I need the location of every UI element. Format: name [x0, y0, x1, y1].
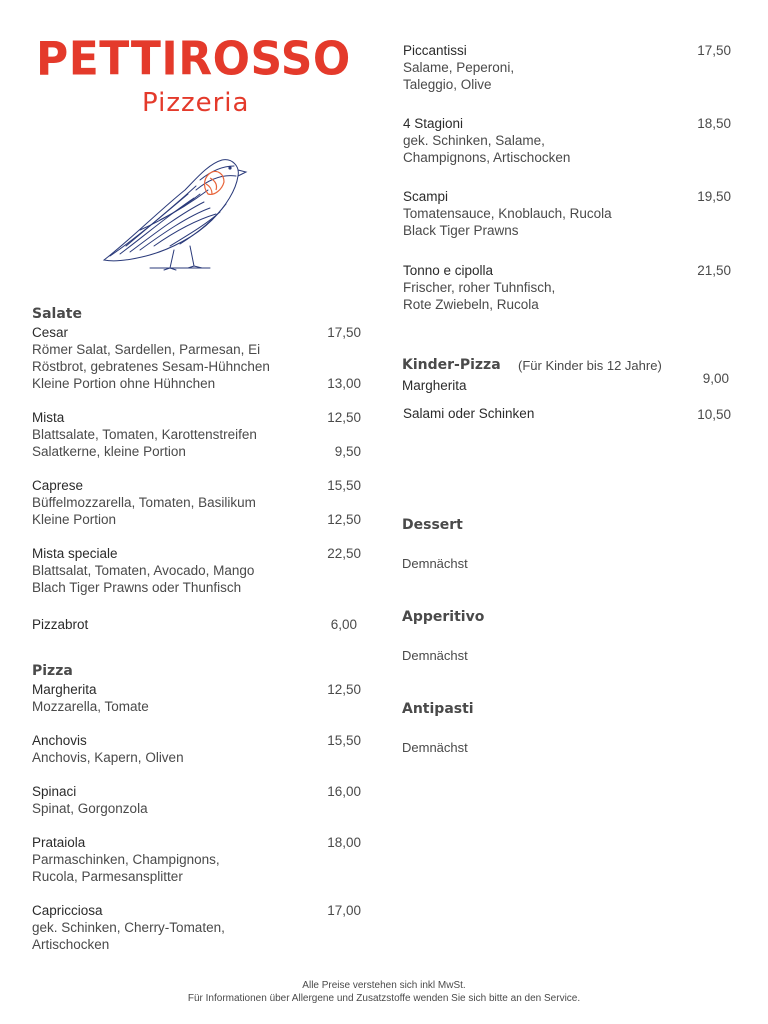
item-desc: Blach Tiger Prawns oder Thunfisch — [32, 580, 242, 595]
menu-item — [32, 409, 257, 460]
item-desc: Mozzarella, Tomate — [32, 699, 149, 714]
menu-item — [403, 262, 555, 313]
apperitivo-text: Demnächst — [402, 648, 468, 663]
menu-item — [32, 324, 270, 392]
item-desc: Kleine Portion — [32, 512, 117, 527]
menu-item — [32, 902, 225, 953]
robin-illustration-icon — [100, 150, 248, 272]
menu-item — [402, 377, 467, 394]
item-desc: Parmaschinken, Champignons, — [32, 852, 220, 867]
item-desc: gek. Schinken, Salame, — [403, 133, 545, 148]
item-price: 17,50 — [327, 325, 361, 340]
item-price: 18,00 — [327, 835, 361, 850]
item-name: Pizzabrot — [32, 617, 89, 632]
item-desc: Black Tiger Prawns — [403, 223, 519, 238]
menu-item — [32, 681, 149, 715]
item-desc: Taleggio, Olive — [403, 77, 492, 92]
kinder-note: (Für Kinder bis 12 Jahre) — [518, 358, 662, 373]
item-desc: Frischer, roher Tuhnfisch, — [403, 280, 556, 295]
item-price: 16,00 — [327, 784, 361, 799]
antipasti-text: Demnächst — [402, 740, 468, 755]
item-price: 12,50 — [327, 682, 361, 697]
item-price: 21,50 — [697, 263, 731, 278]
item-price: 12,50 — [327, 512, 361, 527]
item-price: 18,50 — [697, 116, 731, 131]
item-name: Cesar — [32, 325, 69, 340]
item-desc: Champignons, Artischocken — [403, 150, 571, 165]
item-price: 10,50 — [697, 407, 731, 422]
menu-item — [32, 732, 184, 766]
item-desc: Römer Salat, Sardellen, Parmesan, Ei — [32, 342, 261, 357]
antipasti-heading: Antipasti — [402, 701, 474, 717]
item-desc: Salame, Peperoni, — [403, 60, 515, 75]
item-price: 13,00 — [327, 376, 361, 391]
item-name: Margherita — [402, 378, 467, 393]
item-name: Salami oder Schinken — [403, 406, 535, 421]
menu-item — [403, 42, 514, 93]
menu-item — [32, 545, 254, 596]
item-price: 17,50 — [697, 43, 731, 58]
item-price: 12,50 — [327, 410, 361, 425]
item-desc: Blattsalat, Tomaten, Avocado, Mango — [32, 563, 255, 578]
item-desc: Blattsalate, Tomaten, Karottenstreifen — [32, 427, 257, 442]
item-price: 9,50 — [334, 444, 361, 459]
item-desc: Röstbrot, gebratenes Sesam-Hühnchen — [32, 359, 270, 374]
item-desc: Rucola, Parmesansplitter — [32, 869, 183, 884]
item-desc: Artischocken — [32, 937, 110, 952]
item-name: Capricciosa — [32, 903, 103, 918]
item-name: Margherita — [32, 682, 97, 697]
menu-item — [32, 477, 256, 528]
brand-subtitle: Pizzeria — [142, 88, 250, 118]
dessert-heading: Dessert — [402, 517, 463, 533]
item-name: Mista speciale — [32, 546, 118, 561]
menu-item — [403, 115, 570, 166]
salate-heading: Salate — [32, 306, 82, 322]
footer-price-note: Alle Preise verstehen sich inkl MwSt. — [302, 980, 466, 991]
dessert-text: Demnächst — [402, 556, 468, 571]
item-price: 19,50 — [697, 189, 731, 204]
item-price: 15,50 — [327, 733, 361, 748]
item-name: Caprese — [32, 478, 84, 493]
item-desc: Anchovis, Kapern, Oliven — [32, 750, 184, 765]
item-desc: Rote Zwiebeln, Rucola — [403, 297, 539, 312]
item-name: 4 Stagioni — [403, 116, 464, 131]
footer-allergen-note: Für Informationen über Allergene und Zusatzstoffe wenden Sie sich bitte an den Service. — [187, 993, 581, 1004]
pizza-heading: Pizza — [32, 663, 73, 679]
item-name: Prataiola — [32, 835, 86, 850]
menu-item — [32, 616, 88, 633]
menu-item — [32, 783, 148, 817]
item-price: 9,00 — [702, 371, 729, 386]
item-desc: Tomatensauce, Knoblauch, Rucola — [403, 206, 612, 221]
item-desc: Kleine Portion ohne Hühnchen — [32, 376, 216, 391]
item-name: Piccantissi — [403, 43, 467, 58]
item-desc: Salatkerne, kleine Portion — [32, 444, 186, 459]
menu-item — [403, 405, 534, 422]
item-name: Tonno e cipolla — [403, 263, 494, 278]
item-desc: gek. Schinken, Cherry-Tomaten, — [32, 920, 225, 935]
item-desc: Büffelmozzarella, Tomaten, Basilikum — [32, 495, 256, 510]
item-name: Spinaci — [32, 784, 77, 799]
kinder-heading: Kinder-Pizza — [402, 357, 501, 373]
footer — [0, 979, 768, 1005]
item-name: Mista — [32, 410, 65, 425]
item-price: 6,00 — [330, 617, 357, 632]
item-desc: Spinat, Gorgonzola — [32, 801, 148, 816]
item-name: Scampi — [403, 189, 449, 204]
item-price: 15,50 — [327, 478, 361, 493]
apperitivo-heading: Apperitivo — [402, 609, 485, 625]
brand-name: PETTIROSSO — [36, 32, 351, 87]
menu-item — [403, 188, 612, 239]
item-name: Anchovis — [32, 733, 87, 748]
item-price: 22,50 — [327, 546, 361, 561]
item-price: 17,00 — [327, 903, 361, 918]
menu-item — [32, 834, 220, 885]
